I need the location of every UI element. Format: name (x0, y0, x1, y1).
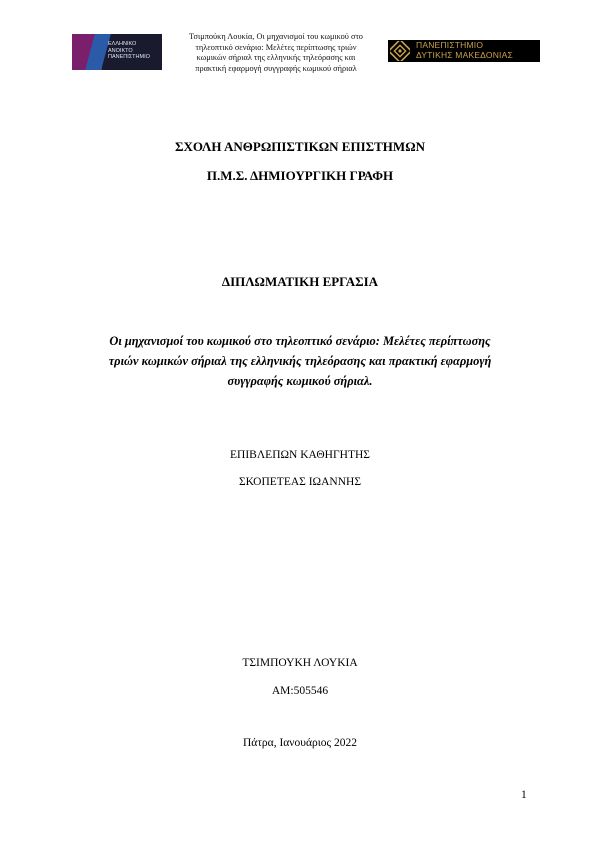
university-western-macedonia-logo (388, 40, 540, 62)
logo-right-text: ΠΑΝΕΠΙΣΤΗΜΙΟ ΔΥΤΙΚΗΣ ΜΑΚΕΔΟΝΙΑΣ (416, 40, 513, 60)
place-date: Πάτρα, Ιανουάριος 2022 (242, 737, 357, 749)
thesis-title-line: συγγραφής κωμικού σήριαλ. (227, 374, 373, 388)
page-number: 1 (521, 789, 527, 801)
thesis-title (70, 331, 530, 391)
logo-left-text: ΕΛΛΗΝΙΚΟ ΑΝΟΙΚΤΟ ΠΑΝΕΠΙΣΤΗΜΙΟ (108, 41, 150, 60)
meander-emblem-icon (390, 41, 410, 61)
author-name: ΤΣΙΜΠΟΥΚΗ ΛΟΥΚΙΑ (242, 657, 358, 669)
thesis-title-line: Οι μηχανισμοί του κωμικού στο τηλεοπτικό σενάριο: Μελέτες περίπτωσης (109, 334, 491, 348)
header-caption-line: τηλεοπτικό σενάριο: Μελέτες περίπτωσης τριών (195, 42, 357, 52)
document-type: ΔΙΠΛΩΜΑΤΙΚΗ ΕΡΓΑΣΙΑ (221, 274, 379, 289)
program-name: Π.Μ.Σ. ΔΗΜΙΟΥΡΓΙΚΗ ΓΡΑΦΗ (206, 168, 394, 183)
header-caption-line: Τσιμπούκη Λουκία, Οι μηχανισμοί του κωμικού στο (189, 32, 363, 41)
thesis-title-line: τριών κωμικών σήριαλ της ελληνικής τηλεόρασης και πρακτική εφαρμογή (108, 354, 492, 368)
school-name: ΣΧΟΛΗ ΑΝΘΡΩΠΙΣΤΙΚΩΝ ΕΠΙΣΤΗΜΩΝ (174, 139, 425, 154)
student-id: ΑΜ:505546 (271, 685, 329, 697)
header-caption-line: κωμικών σήριαλ της ελληνικής τηλεόρασης και (196, 53, 356, 63)
hellenic-open-university-logo (72, 34, 162, 70)
header-caption-line: πρακτική εφαρμογή συγγραφής κωμικού σήριαλ (195, 63, 357, 73)
supervisor-name: ΣΚΟΠΕΤΕΑΣ ΙΩΑΝΝΗΣ (238, 476, 362, 488)
header-caption (166, 32, 386, 74)
supervisor-label: ΕΠΙΒΛΕΠΩΝ ΚΑΘΗΓΗΤΗΣ (230, 449, 370, 461)
page-header (72, 32, 542, 80)
